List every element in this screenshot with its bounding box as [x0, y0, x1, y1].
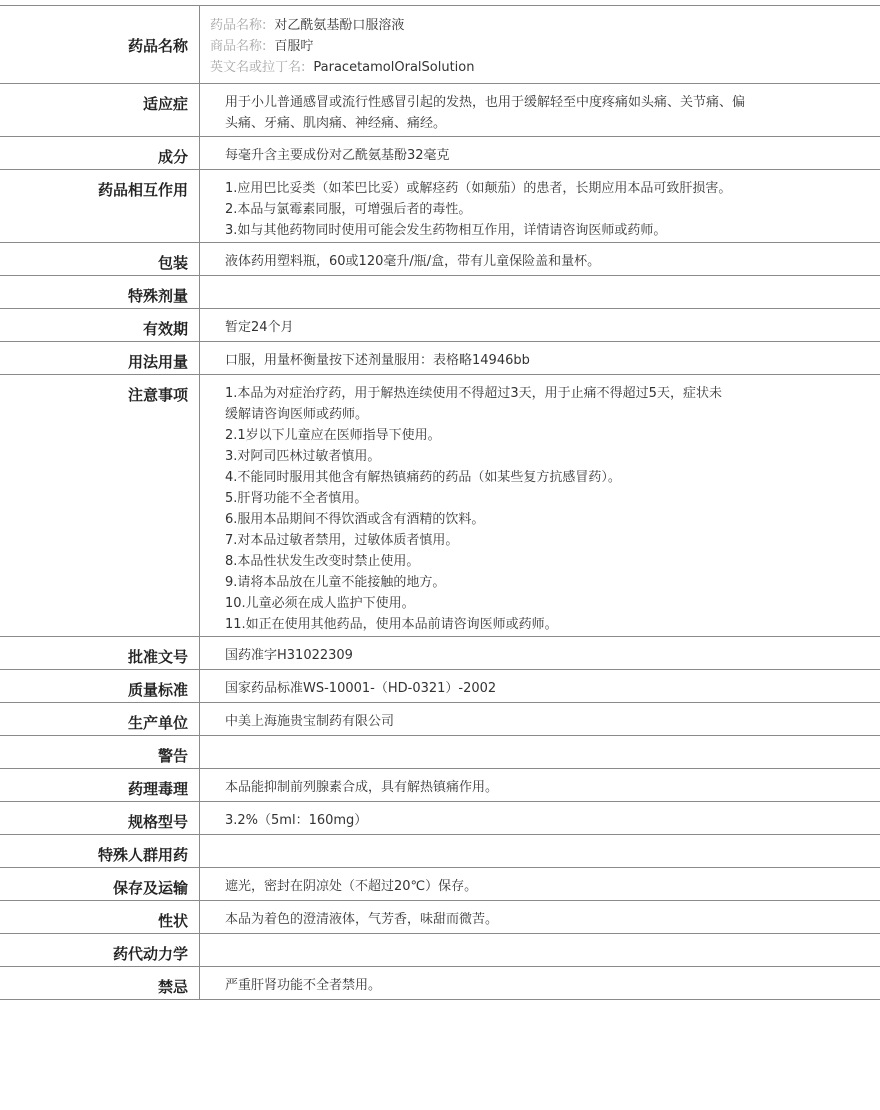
value-line: 暂定24个月: [225, 320, 294, 335]
row-label: 用法用量: [0, 342, 200, 374]
info-row: [0, 670, 880, 703]
row-value: [200, 243, 880, 275]
value-line: 每毫升含主要成份对乙酰氨基酚32毫克: [225, 148, 450, 163]
row-label: 药品相互作用: [0, 170, 200, 242]
trade-name-value: 百服咛: [274, 39, 314, 54]
drug-names-block: [200, 6, 880, 83]
value-line: 3.对阿司匹林过敏者慎用。: [225, 449, 381, 464]
row-label: 生产单位: [0, 703, 200, 735]
row-value: [200, 703, 880, 735]
row-value: [200, 84, 880, 136]
info-row: [0, 342, 880, 375]
row-label: 性状: [0, 901, 200, 933]
row-value: [200, 802, 880, 834]
info-rows: [0, 84, 880, 1000]
drug-names-row: [0, 6, 880, 84]
value-line: 2.本品与氯霉素同服，可增强后者的毒性。: [225, 202, 472, 217]
row-label: 有效期: [0, 309, 200, 341]
row-label: 批准文号: [0, 637, 200, 669]
row-label: 保存及运输: [0, 868, 200, 900]
row-label: 规格型号: [0, 802, 200, 834]
trade-name-key: 商品名称:: [210, 39, 267, 54]
value-line: 2.1岁以下儿童应在医师指导下使用。: [225, 428, 441, 443]
generic-name-line: [210, 15, 870, 36]
row-value: [200, 375, 880, 636]
row-label: 禁忌: [0, 967, 200, 999]
row-label: 药代动力学: [0, 934, 200, 966]
english-name-value: ParacetamolOralSolution: [313, 60, 475, 75]
value-line: 1.本品为对症治疗药，用于解热连续使用不得超过3天，用于止痛不得超过5天，症状未: [225, 386, 722, 401]
value-line: 严重肝肾功能不全者禁用。: [225, 978, 382, 993]
info-row: [0, 637, 880, 670]
row-value: [200, 137, 880, 169]
info-row: [0, 243, 880, 276]
value-line: 8.本品性状发生改变时禁止使用。: [225, 554, 420, 569]
value-line: 用于小儿普通感冒或流行性感冒引起的发热，也用于缓解轻至中度疼痛如头痛、关节痛、偏: [225, 95, 746, 110]
row-label: 注意事项: [0, 375, 200, 636]
value-line: 头痛、牙痛、肌肉痛、神经痛、痛经。: [225, 116, 447, 131]
row-label: 特殊人群用药: [0, 835, 200, 867]
info-row: [0, 276, 880, 309]
row-value: [200, 736, 880, 768]
row-value: [200, 276, 880, 308]
value-line: 中美上海施贵宝制药有限公司: [225, 714, 395, 729]
info-row: [0, 967, 880, 1000]
row-label: 药理毒理: [0, 769, 200, 801]
row-value: [200, 670, 880, 702]
info-row: [0, 802, 880, 835]
value-line: 本品为着色的澄清液体，气芳香，味甜而微苦。: [225, 912, 499, 927]
row-label: 警告: [0, 736, 200, 768]
info-row: [0, 868, 880, 901]
info-row: [0, 375, 880, 637]
info-row: [0, 703, 880, 736]
value-line: 3.如与其他药物同时使用可能会发生药物相互作用，详情请咨询医师或药师。: [225, 223, 667, 238]
row-value: [200, 934, 880, 966]
value-line: 3.2%（5ml：160mg）: [225, 813, 368, 828]
row-label: 药品名称: [0, 6, 200, 83]
generic-name-key: 药品名称:: [210, 18, 267, 33]
row-value: [200, 901, 880, 933]
row-label: 成分: [0, 137, 200, 169]
value-line: 9.请将本品放在儿童不能接触的地方。: [225, 575, 446, 590]
row-value: [200, 170, 880, 242]
value-line: 国药准字H31022309: [225, 648, 353, 663]
value-line: 11.如正在使用其他药品，使用本品前请咨询医师或药师。: [225, 617, 558, 632]
value-line: 液体药用塑料瓶，60或120毫升/瓶/盒，带有儿童保险盖和量杯。: [225, 254, 601, 269]
info-row: [0, 769, 880, 802]
value-line: 本品能抑制前列腺素合成，具有解热镇痛作用。: [225, 780, 499, 795]
info-row: [0, 934, 880, 967]
row-value: [200, 769, 880, 801]
value-line: 缓解请咨询医师或药师。: [225, 407, 369, 422]
value-line: 6.服用本品期间不得饮酒或含有酒精的饮料。: [225, 512, 485, 527]
row-value: [200, 835, 880, 867]
row-label: 适应症: [0, 84, 200, 136]
info-row: [0, 835, 880, 868]
row-label: 包装: [0, 243, 200, 275]
info-row: [0, 84, 880, 137]
value-line: 口服，用量杯衡量按下述剂量服用：表格略14946bb: [225, 353, 530, 368]
info-row: [0, 170, 880, 243]
value-line: 7.对本品过敏者禁用，过敏体质者慎用。: [225, 533, 459, 548]
info-row: [0, 309, 880, 342]
row-value: [200, 967, 880, 999]
value-line: 国家药品标准WS-10001-（HD-0321）-2002: [225, 681, 497, 696]
trade-name-line: [210, 36, 870, 57]
value-line: 遮光，密封在阴凉处（不超过20℃）保存。: [225, 879, 478, 894]
value-line: 4.不能同时服用其他含有解热镇痛药的药品（如某些复方抗感冒药）。: [225, 470, 621, 485]
value-line: 1.应用巴比妥类（如苯巴比妥）或解痉药（如颠茄）的患者，长期应用本品可致肝损害。: [225, 181, 732, 196]
row-value: [200, 868, 880, 900]
drug-info-table: [0, 5, 880, 1000]
info-row: [0, 137, 880, 170]
english-name-key: 英文名或拉丁名:: [210, 60, 306, 75]
row-label: 质量标准: [0, 670, 200, 702]
english-name-line: [210, 57, 870, 78]
row-value: [200, 637, 880, 669]
value-line: 10.儿童必须在成人监护下使用。: [225, 596, 415, 611]
info-row: [0, 901, 880, 934]
row-label: 特殊剂量: [0, 276, 200, 308]
row-value: [200, 309, 880, 341]
generic-name-value: 对乙酰氨基酚口服溶液: [274, 18, 405, 33]
info-row: [0, 736, 880, 769]
row-value: [200, 342, 880, 374]
value-line: 5.肝肾功能不全者慎用。: [225, 491, 368, 506]
